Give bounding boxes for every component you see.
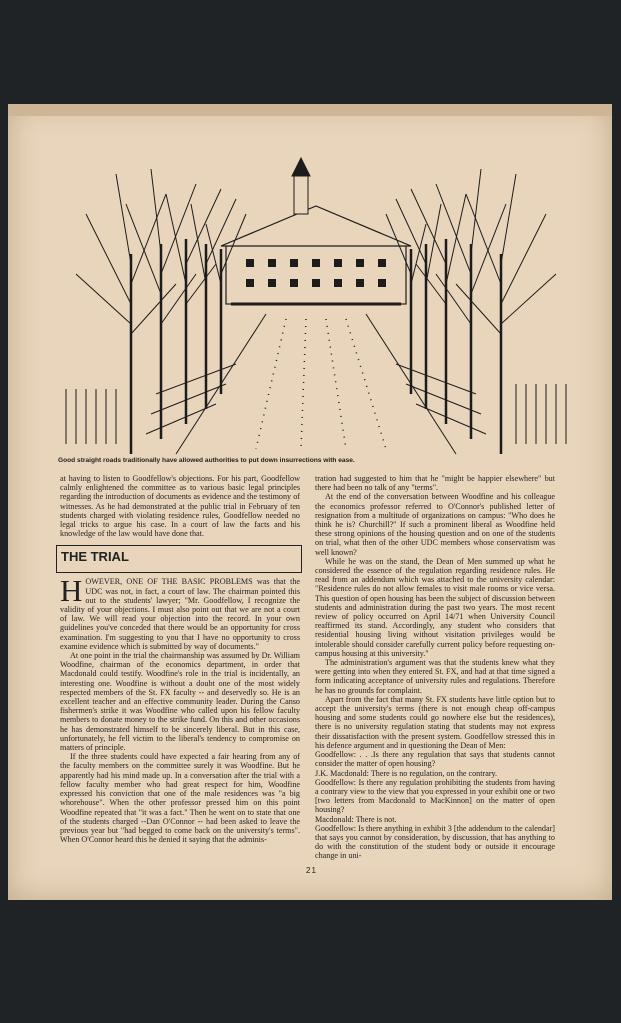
body-paragraph: If the three students could have expected a fair hearing from any of the faculty members on the committee surely it was Woodfine. But he apparently had his mind made up. In a conversation after the trial with a fellow faculty member who had great respect for him, Woodfine expressed his conviction that one of the male residences was "a big whorehouse". When the other professor pressed him on this point Woodfine repeated that "it was a fact." Then he went on to state that one of the students charged --Dan O'Connor -- had been asked to leave the previous year but "had begged to come back on the university's terms". When O'Connor heard this he denied it saying that the adminis-: [60, 752, 300, 845]
page-number: 21: [306, 866, 317, 875]
body-paragraph: tration had suggested to him that he "might be happier elsewhere" but there had been no talk of any "terms".: [315, 474, 555, 493]
intro-paragraph: at having to listen to Goodfellow's objections. For his part, Goodfellow calmly enlightened the committee as to various basic legal principles regarding the introduction of documents as evidence and the testimony of witnesses. As he had demonstrated at the public trial in February of ten students charged with violating residence rules, Goodfellow needed no legal tricks to argue his case. In a court of law the facts and his knowledge of the law would have done that.: [60, 474, 300, 539]
body-paragraph: [60, 573, 300, 651]
transcript-line: Macdonald: There is not.: [315, 814, 397, 824]
transcript-line: Goodfellow: Is there anything in exhibit 3 [the addendum to the calendar] that says you cannot by consideration, by discussion, that has anything to do with the constitution of the student body or outside it encourage change in uni-: [315, 823, 555, 861]
body-paragraph: Apart from the fact that many St. FX students have little option but to accept the university's terms (there is not enough cheap off-campus housing and some students could go nowhere else but the residences), there is no university regulation stating that students may not express their dissatisfaction with the present system. Goodfellow stressed this in his defence argument and in questioning the Dean of Men:: [315, 694, 555, 750]
transcript-line: J.K. Macdonald: There is no regulation, on the contrary.: [315, 768, 498, 778]
page-fold: [8, 104, 612, 116]
magazine-page: [8, 104, 612, 900]
transcript-line: Goodfellow: Is there any regulation prohibiting the students from having a contrary view to the view that you expressed in your exhibit one or two [two letters from Macdonald to MacKinnon] on the matter of open housing?: [315, 777, 555, 815]
section-heading-box: [56, 545, 302, 573]
illustration-caption: Good straight roads traditionally have allowed authorities to put down insurrections with ease.: [58, 457, 355, 464]
paragraph-text: OWEVER, ONE OF THE BASIC PROBLEMS was that the UDC was not, in fact, a court of law. The chairman pointed this out to the students' lawyer; "Mr. Goodfellow, I recognize the validity of your objections. I must also point out that we are not a court of law. We will read your objection into the record. In your own guidelines you've conceded that there would be an opportunity for cross examination. I'm suggesting to you that I have no opportunity to cross examine evidence which is submitted by way of documents.": [60, 577, 300, 651]
body-paragraph: At the end of the conversation between Woodfine and his colleague the economics professor referred to O'Connor's published letter of resignation from a multitude of organizations on campus: "Who does he think he is? Churchill?" If such a prominent liberal as Woodfine held these strong opinions of the housing question and on one of the students on trial, what then of the other UDC members whose conservatism was well known?: [315, 492, 555, 557]
right-column: [315, 474, 555, 861]
body-paragraph: At one point in the trial the chairmanship was assumed by Dr. William Woodfine, chairman of the economics department, in order that Macdonald could testify. Woodfine's role in the trial is incidentally, an interesting one. Woodfine is without a doubt one of the most widely respected members of the St. FX faculty -- and deservedly so. He is an excellent teacher and an effective community leader. During the Canso fishermen's strike it was Woodfine who called upon his fellow faculty members to donate money to the strike fund. On this and other occasions he has demonstrated himself to be sincerely liberal. But in this case, unfortunately, he fell victim to the liberal's tendency to compromise on matters of principle.: [60, 651, 300, 753]
left-column: [60, 474, 300, 844]
section-heading: THE TRIAL: [61, 549, 129, 565]
body-paragraph: The administration's argument was that the students knew what they were getting into when they entered St. FX, and had at that time signed a form indicating acceptance of university rules and regulations. Therefore he has no grounds for complaint.: [315, 658, 555, 695]
drop-cap: H: [60, 573, 83, 609]
campus-avenue-illustration: [56, 154, 576, 459]
body-paragraph: While he was on the stand, the Dean of Men summed up what he considered the essence of the regulation regarding residence rules. He read from an addendum which was attached to the university calendar: "Residence rules do not allow females to visit male rooms or vice versa. This question of open housing has been the subject of discussion between students and administration during the past two years. The most recent review of policy occurred on April 14/71 when University Council reaffirmed its stand. Accordingly, any student who considers that residential housing living without visitation privileges would be intolerable should consider carefully current policy before requesting on-campus housing at this university.": [315, 556, 555, 658]
transcript-line: Goodfellow: . . .Is there any regulation that says that students cannot consider the matter of open housing?: [315, 750, 555, 769]
